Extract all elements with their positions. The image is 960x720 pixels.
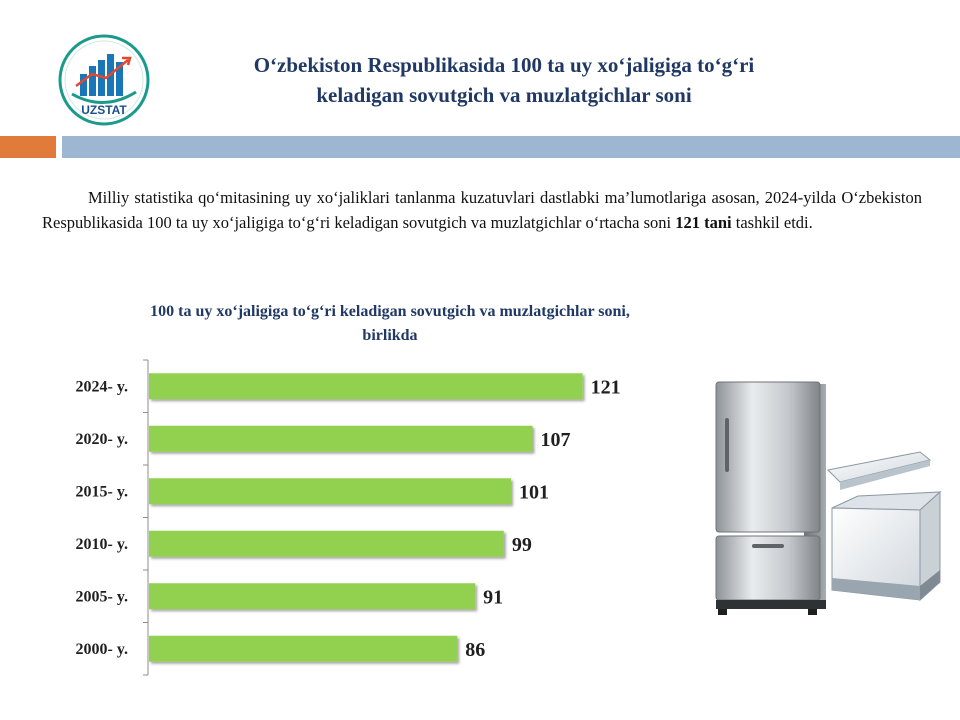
uzstat-logo [58, 34, 150, 126]
chart-title [60, 300, 720, 348]
data-label: 86 [465, 638, 486, 661]
logo-text: UZSTAT [81, 103, 127, 117]
data-label: 101 [518, 481, 549, 504]
fridge-freezer-illustration [708, 378, 948, 618]
chest-freezer-icon [828, 452, 940, 600]
category-label: 2024- y. [75, 378, 128, 396]
title-line-1: O‘zbekiston Respublikasida 100 ta uy xo‘jaligiga to‘g‘ri [253, 53, 755, 77]
data-label: 99 [511, 533, 532, 556]
intro-highlight-value: 121 tani [675, 212, 732, 232]
page-title [168, 50, 840, 110]
category-label: 2010- y. [75, 535, 128, 553]
bar-chart [40, 356, 660, 686]
chart-title-line-1: 100 ta uy xo‘jaligiga to‘g‘ri keladigan sovutgich va muzlatgichlar soni, [150, 303, 630, 320]
data-label: 107 [540, 428, 571, 451]
bar-2005 [149, 583, 475, 609]
bar-2024 [149, 373, 583, 399]
bar-2015 [149, 478, 511, 504]
category-label: 2000- y. [75, 640, 128, 658]
data-label: 91 [483, 586, 504, 609]
refrigerator-icon [716, 382, 826, 615]
intro-text-before: Milliy statistika qo‘mitasining uy xo‘jaliklari tanlanma kuzatuvlari dastlabki ma’lumotlariga asosan, 2024-yilda O‘zbekiston Respublikasida 100 ta uy xo‘jaligiga to‘g‘ri keladigan sovutgich va muzlatgichlar o‘rtacha soni [42, 188, 922, 232]
chart-title-line-2: birlikda [362, 327, 418, 344]
category-label: 2015- y. [75, 483, 128, 501]
header-band [62, 136, 960, 158]
category-label: 2005- y. [75, 588, 128, 606]
bar-2000 [149, 636, 457, 662]
title-line-2: keladigan sovutgich va muzlatgichlar soni [316, 83, 692, 107]
bar-2020 [149, 426, 532, 452]
data-label: 121 [590, 376, 621, 399]
bar-2010 [149, 531, 504, 557]
intro-paragraph [42, 186, 922, 235]
category-label: 2020- y. [75, 430, 128, 448]
intro-text-after: tashkil etdi. [731, 212, 813, 232]
header-band-accent [0, 136, 56, 158]
